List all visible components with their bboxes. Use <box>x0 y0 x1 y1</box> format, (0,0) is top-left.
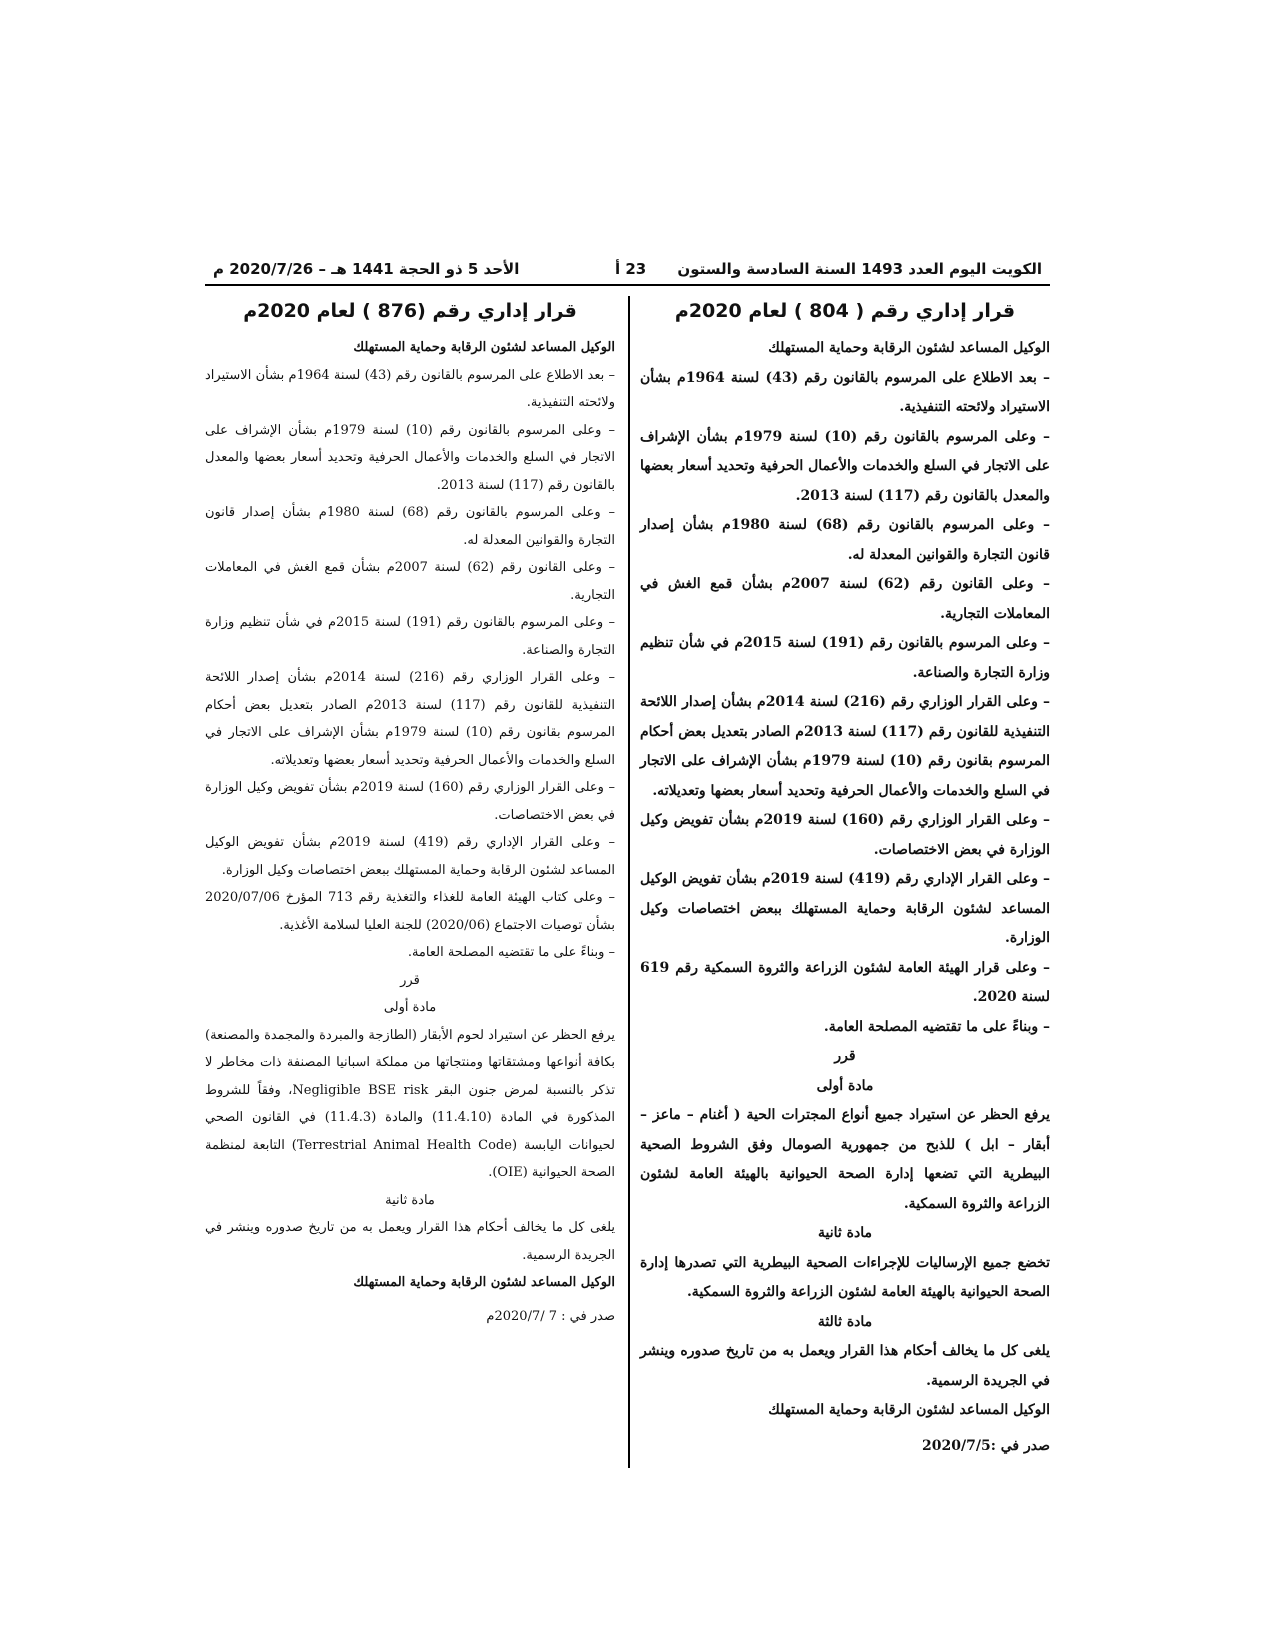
recital: – وعلى القرار الوزاري رقم (216) لسنة 2014م بشأن إصدار اللائحة التنفيذية للقانون رقم (117) لسنة 2013م الصادر بتعديل بعض أحكام المرسوم بقانون رقم (10) لسنة 1979م بشأن الإشراف على الاتجار في السلع والخدمات والأعمال الحرفية وتحديد أسعار بعضها وتعديلاته. <box>205 670 616 768</box>
recital: – وبناءً على ما تقتضيه المصلحة العامة. <box>823 1018 1050 1035</box>
recital: – وعلى القانون رقم (62) لسنة 2007م بشأن قمع الغش في المعاملات التجارية. <box>205 560 615 603</box>
recital: – وعلى المرسوم بالقانون رقم (191) لسنة 2015م في شأن تنظيم وزارة التجارة والصناعة. <box>205 615 615 658</box>
recital: – وعلى المرسوم بالقانون رقم (191) لسنة 2015م في شأن تنظيم وزارة التجارة والصناعة. <box>640 635 1050 681</box>
decision-804-column <box>640 296 1050 1461</box>
decision-title: قرار إداري رقم (876 ) لعام 2020م <box>243 300 577 322</box>
recital: – وعلى القرار الوزاري رقم (160) لسنة 2019م بشأن تفويض وكيل الوزارة في بعض الاختصاصات. <box>640 812 1051 858</box>
article-heading: مادة ثانية <box>818 1225 872 1241</box>
recital: – وعلى القانون رقم (62) لسنة 2007م بشأن قمع الغش في المعاملات التجارية. <box>640 576 1050 622</box>
issuer-line: الوكيل المساعد لشئون الرقابة وحماية المستهلك <box>353 340 615 355</box>
article-text: يرفع الحظر عن استيراد جميع أنواع المجترات الحية ( أغنام – ماعز – أبقار – ابل ) للذبح من جمهورية الصومال وفق الشروط الصحية البيطرية التي تضعها إدارة الصحة الحيوانية بالهيئة العامة لشئون الزراعة والثروة السمكية. <box>640 1107 1050 1212</box>
recital: – وعلى المرسوم بالقانون رقم (10) لسنة 1979م بشأن الإشراف على الاتجار في السلع والخدمات والأعمال الحرفية وتحديد أسعار بعضها والمعدل بالقانون رقم (117) لسنة 2013. <box>205 422 615 493</box>
article-text: يرفع الحظر عن استيراد لحوم الأبقار (الطازجة والمبردة والمجمدة والمصنعة) بكافة أنواعها ومشتقاتها ومنتجاتها من مملكة اسبانيا المصنفة ذات مخاطر لا تذكر بالنسبة لمرض جنون البقر Negligible BSE risk، وفقاً للشروط المذكورة في المادة (11.4.10) والمادة (11.4.3) في القانون الصحي لحيوانات اليابسة (Terrestrial Animal Health Code) التابعة لمنظمة الصحة الحيوانية (OIE). <box>205 1027 616 1180</box>
signature-line: الوكيل المساعد لشئون الرقابة وحماية المستهلك <box>353 1275 615 1290</box>
issuer-line: الوكيل المساعد لشئون الرقابة وحماية المستهلك <box>768 340 1050 356</box>
signature-line: الوكيل المساعد لشئون الرقابة وحماية المستهلك <box>768 1402 1050 1418</box>
article-heading: مادة أولى <box>816 1077 874 1094</box>
column-divider <box>628 296 630 1468</box>
recital: – وعلى القرار الإداري رقم (419) لسنة 2019م بشأن تفويض الوكيل المساعد لشئون الرقابة وحماية المستهلك ببعض اختصاصات وكيل الوزارة. <box>640 871 1051 946</box>
article-heading: مادة ثانية <box>385 1192 435 1208</box>
header-date: الأحد 5 ذو الحجة 1441 هـ – 2020/7/26 م <box>213 260 520 278</box>
article-heading: مادة ثالثة <box>817 1313 873 1330</box>
article-text: يلغى كل ما يخالف أحكام هذا القرار ويعمل به من تاريخ صدوره وينشر في الجريدة الرسمية. <box>640 1343 1050 1389</box>
page-number: 23 أ <box>615 260 647 278</box>
decided-heading: قرر <box>400 972 420 988</box>
recital: – وعلى المرسوم بالقانون رقم (68) لسنة 1980م بشأن إصدار قانون التجارة والقوانين المعدلة له. <box>205 505 615 548</box>
decision-title: قرار إداري رقم ( 804 ) لعام 2020م <box>674 300 1016 322</box>
recital: – وعلى المرسوم بالقانون رقم (68) لسنة 1980م بشأن إصدار قانون التجارة والقوانين المعدلة له. <box>640 517 1050 563</box>
decided-heading: قرر <box>834 1048 856 1064</box>
issue-date: صدر في :2020/7/5 <box>922 1437 1050 1454</box>
recital: – وبناءً على ما تقتضيه المصلحة العامة. <box>407 945 615 960</box>
recital: – وعلى كتاب الهيئة العامة للغذاء والتغذية رقم 713 المؤرخ 2020/07/06 بشأن توصيات الاجتماع (2020/06) للجنة العليا لسلامة الأغذية. <box>205 890 615 933</box>
page-header <box>205 248 1050 286</box>
header-issue-info: الكويت اليوم العدد 1493 السنة السادسة والستون <box>677 260 1042 278</box>
decision-876-column <box>205 296 615 1330</box>
recital: – وعلى المرسوم بالقانون رقم (10) لسنة 1979م بشأن الإشراف على الاتجار في السلع والخدمات والأعمال الحرفية وتحديد أسعار بعضها والمعدل بالقانون رقم (117) لسنة 2013. <box>640 428 1050 504</box>
recital: – بعد الاطلاع على المرسوم بالقانون رقم (43) لسنة 1964م بشأن الاستيراد ولائحته التنفيذية. <box>205 367 616 410</box>
issue-date: صدر في : 7 /2020/7م <box>486 1308 615 1324</box>
recital: – وعلى القرار الإداري رقم (419) لسنة 2019م بشأن تفويض الوكيل المساعد لشئون الرقابة وحماية المستهلك ببعض اختصاصات وكيل الوزارة. <box>205 835 615 878</box>
recital: – وعلى القرار الوزاري رقم (160) لسنة 2019م بشأن تفويض وكيل الوزارة في بعض الاختصاصات. <box>205 780 615 823</box>
recital: – وعلى القرار الوزاري رقم (216) لسنة 2014م بشأن إصدار اللائحة التنفيذية للقانون رقم (117) لسنة 2013م الصادر بتعديل بعض أحكام المرسوم بقانون رقم (10) لسنة 1979م بشأن الإشراف على الاتجار في السلع والخدمات والأعمال الحرفية وتحديد أسعار بعضها وتعديلاته. <box>640 694 1050 799</box>
article-text: يلغى كل ما يخالف أحكام هذا القرار ويعمل به من تاريخ صدوره وينشر في الجريدة الرسمية. <box>205 1220 615 1263</box>
recital: – وعلى قرار الهيئة العامة لشئون الزراعة والثروة السمكية رقم 619 لسنة 2020. <box>640 959 1050 1005</box>
article-text: تخضع جميع الإرساليات للإجراءات الصحية البيطرية التي تصدرها إدارة الصحة الحيوانية بالهيئة العامة لشئون الزراعة والثروة السمكية. <box>640 1254 1050 1300</box>
recital: – بعد الاطلاع على المرسوم بالقانون رقم (43) لسنة 1964م بشأن الاستيراد ولائحته التنفيذية. <box>640 369 1051 415</box>
article-heading: مادة أولى <box>383 1000 437 1015</box>
